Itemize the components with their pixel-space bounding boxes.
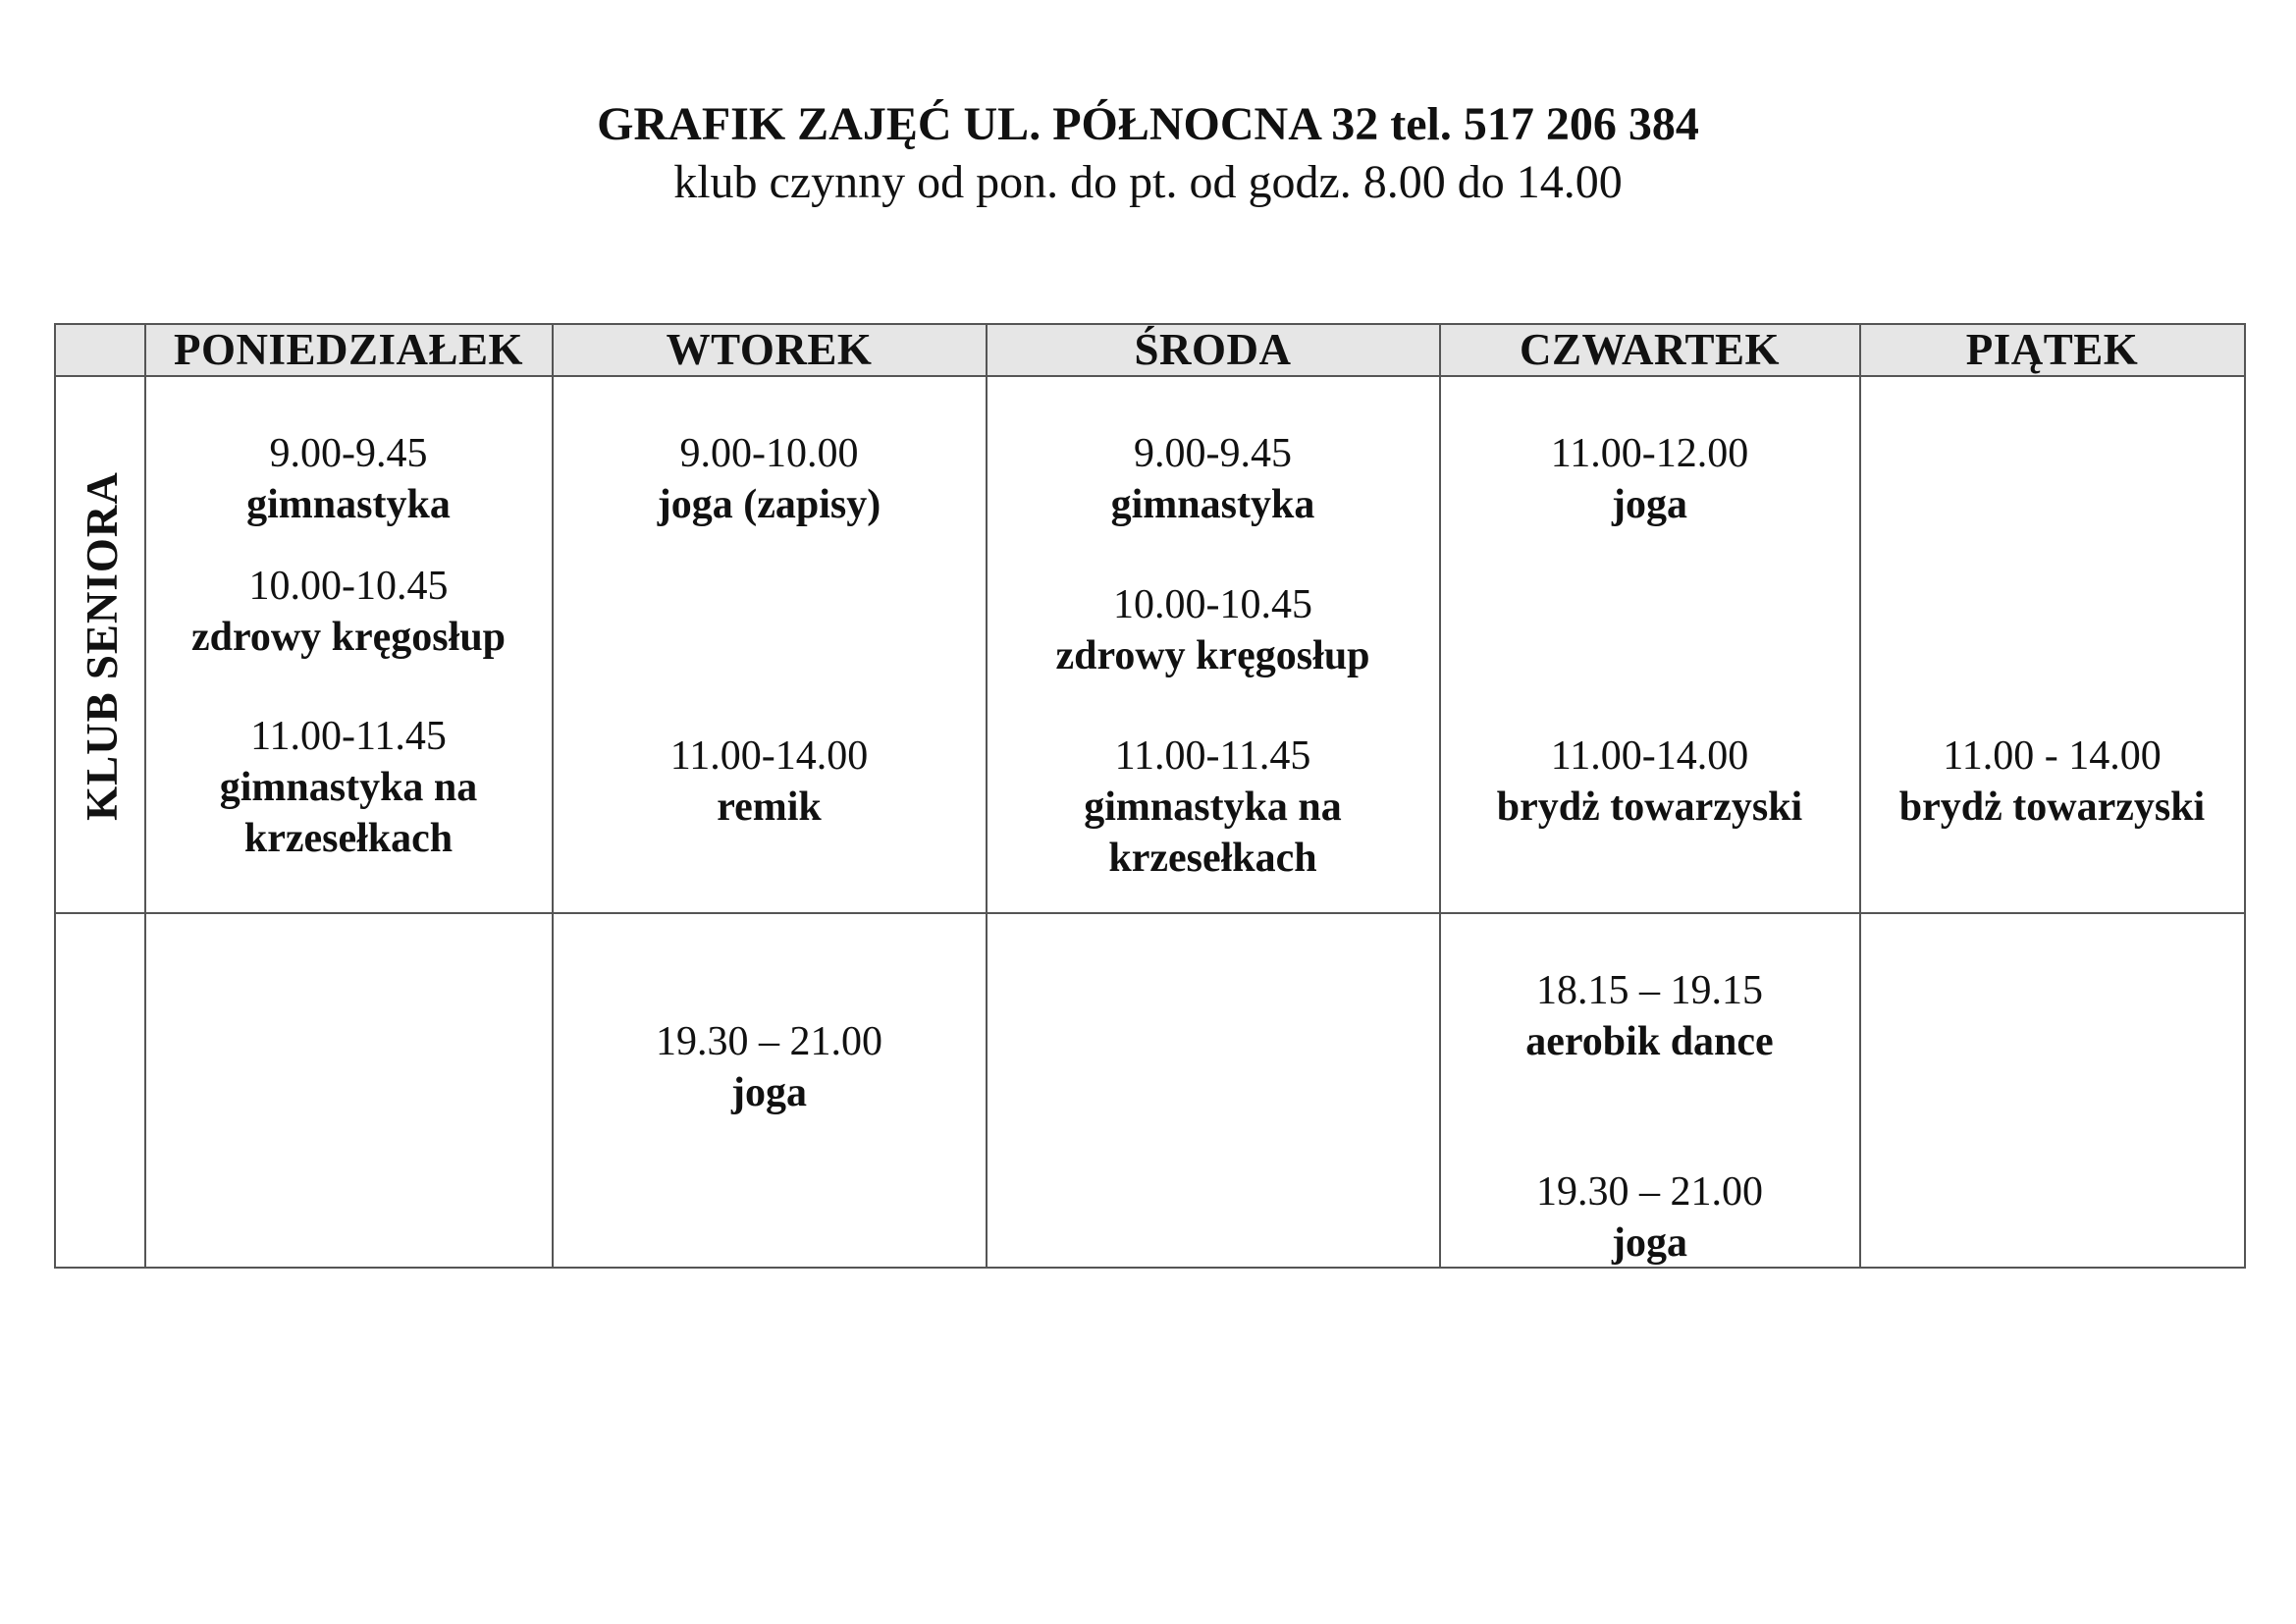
entry-time: 9.00-9.45	[269, 431, 428, 476]
schedule-entry	[987, 579, 1439, 681]
entry-activity: brydż towarzyski	[1496, 785, 1803, 830]
schedule-entry	[1440, 428, 1859, 530]
entry-activity: gimnastyka	[246, 482, 451, 527]
header-thursday: CZWARTEK	[1520, 325, 1780, 374]
table-border-left	[54, 323, 56, 1269]
entry-activity: brydż towarzyski	[1898, 785, 2206, 830]
schedule-entry	[1440, 731, 1859, 833]
opening-hours-subtitle: klub czynny od pon. do pt. od godz. 8.00 do 14.00	[673, 156, 1623, 208]
schedule-entry	[553, 1016, 986, 1118]
entry-time: 11.00-14.00	[669, 733, 869, 779]
page-title: GRAFIK ZAJĘĆ UL. PÓŁNOCNA 32 tel. 517 206 384	[597, 98, 1699, 150]
entry-time: 11.00-12.00	[1550, 431, 1749, 476]
header-tuesday: WTOREK	[666, 325, 873, 374]
entry-activity: gimnastyka	[1110, 482, 1315, 527]
entry-time: 19.30 – 21.00	[1536, 1169, 1763, 1215]
entry-time: 9.00-10.00	[679, 431, 859, 476]
entry-activity: zdrowy kręgosłup	[1055, 633, 1370, 678]
table-border-bottom	[55, 1267, 2245, 1269]
entry-activity: joga (zapisy)	[657, 482, 881, 527]
schedule-entry	[1045, 731, 1380, 884]
header-friday: PIĄTEK	[1965, 325, 2139, 374]
schedule-entry	[145, 428, 552, 530]
header-monday: PONIEDZIAŁEK	[173, 325, 524, 374]
entry-time: 19.30 – 21.00	[656, 1019, 882, 1064]
schedule-entry	[1440, 965, 1859, 1067]
entry-time: 9.00-9.45	[1134, 431, 1292, 476]
schedule-entry	[185, 711, 512, 864]
entry-activity: zdrowy kręgosłup	[190, 615, 507, 660]
schedule-entry	[1860, 731, 2244, 833]
schedule-entry	[987, 428, 1439, 530]
entry-time: 11.00 - 14.00	[1943, 733, 2162, 779]
row-label-klub-seniora: KLUB SENIORA	[78, 471, 127, 821]
schedule-entry	[553, 731, 986, 833]
entry-activity: joga	[1612, 1220, 1687, 1266]
entry-time: 10.00-10.45	[1113, 582, 1312, 627]
entry-activity: aerobik dance	[1525, 1019, 1774, 1064]
entry-activity: joga	[731, 1070, 807, 1115]
entry-time: 11.00-11.45	[1114, 733, 1311, 779]
table-border-right	[2244, 323, 2246, 1269]
entry-activity: joga	[1612, 482, 1687, 527]
schedule-entry	[1440, 1166, 1859, 1269]
entry-time: 11.00-14.00	[1550, 733, 1749, 779]
header-wednesday: ŚRODA	[1134, 325, 1292, 374]
entry-time: 10.00-10.45	[248, 564, 449, 609]
entry-activity: remik	[717, 785, 822, 830]
schedule-entry	[145, 561, 552, 663]
entry-activity: gimnastyka na krzesełkach	[1084, 785, 1342, 881]
entry-activity: gimnastyka na krzesełkach	[219, 765, 478, 861]
entry-time: 11.00-11.45	[250, 714, 447, 759]
schedule-entry	[553, 428, 986, 530]
row-divider	[55, 912, 2245, 914]
entry-time: 18.15 – 19.15	[1536, 968, 1763, 1013]
